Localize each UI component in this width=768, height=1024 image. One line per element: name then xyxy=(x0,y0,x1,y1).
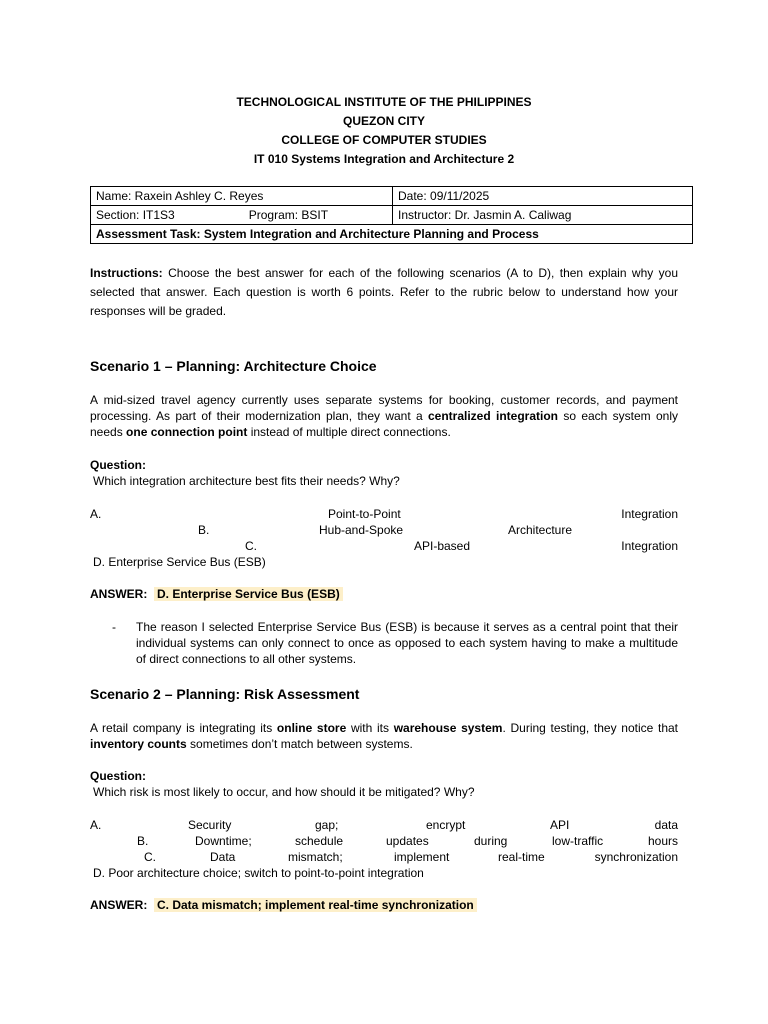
institute-name: TECHNOLOGICAL INSTITUTE OF THE PHILIPPINES xyxy=(236,95,532,109)
scenario1-option-c xyxy=(90,538,678,554)
instructor: Instructor: Dr. Jasmin A. Caliwag xyxy=(393,206,693,225)
scenario2-answer xyxy=(90,897,678,913)
option-word: real-time xyxy=(498,850,545,864)
document-header xyxy=(0,93,768,169)
scenario1-answer xyxy=(90,586,678,602)
scenario1-text-1: A mid-sized travel agency currently uses separate systems for booking, customer records, and payment processing. As part of their modernization plan, they want a xyxy=(90,393,678,423)
option-word: encrypt xyxy=(426,818,466,832)
instructions xyxy=(90,264,678,321)
scenario2-text-3: . During testing, they notice that xyxy=(502,721,679,735)
scenario1-option-b xyxy=(90,522,678,538)
instructions-text: Choose the best answer for each of the following scenarios (A to D), then explain why you selected that answer. Each question is worth 6 points. Refer to the rubric below to understand how your responses will be graded. xyxy=(90,266,678,318)
option-word: hours xyxy=(647,834,678,848)
answer-highlight: C. Data mismatch; implement real-time synchronization xyxy=(154,898,477,912)
option-word: Architecture xyxy=(508,523,573,537)
option-word: Security xyxy=(188,818,232,832)
option-letter: C. xyxy=(144,850,156,864)
answer-label: ANSWER: xyxy=(90,587,148,601)
scenario2-question-label: Question: xyxy=(90,769,146,783)
scenario2-option-b xyxy=(90,833,678,849)
scenario2-question: Which risk is most likely to occur, and how should it be mitigated? Why? xyxy=(93,785,475,799)
option-word: API-based xyxy=(414,539,471,553)
option-word: gap; xyxy=(315,818,339,832)
submission-date: Date: 09/11/2025 xyxy=(393,187,693,206)
scenario2-option-c xyxy=(90,849,678,865)
scenario2-text-1: A retail company is integrating its xyxy=(90,721,277,735)
scenario2-bold-2: warehouse system xyxy=(393,721,503,735)
scenario2-option-d: D. Poor architecture choice; switch to point-to-point integration xyxy=(93,866,424,880)
scenario2-text-4: sometimes don’t match between systems. xyxy=(186,737,413,751)
scenario1-bold-1: centralized integration xyxy=(428,409,559,423)
option-word: updates xyxy=(386,834,429,848)
option-word: Point-to-Point xyxy=(328,507,401,521)
option-letter: A. xyxy=(90,507,102,521)
scenario1-text-2: so each system only needs xyxy=(90,409,678,439)
scenario1-question-label: Question: xyxy=(90,458,146,472)
scenario2-text-2: with its xyxy=(346,721,394,735)
option-letter: B. xyxy=(198,523,210,537)
program: Program: BSIT xyxy=(248,208,329,222)
student-name: Name: Raxein Ashley C. Reyes xyxy=(91,187,393,206)
option-letter: B. xyxy=(137,834,149,848)
option-word: synchronization xyxy=(594,850,678,864)
option-word: implement xyxy=(394,850,450,864)
option-letter: C. xyxy=(245,539,257,553)
option-word: data xyxy=(654,818,678,832)
section-program-cell xyxy=(91,206,393,225)
instructions-label: Instructions: xyxy=(90,266,163,280)
answer-label: ANSWER: xyxy=(90,898,148,912)
college-name: COLLEGE OF COMPUTER STUDIES xyxy=(281,133,487,147)
scenario1-description xyxy=(90,392,678,440)
option-word: during xyxy=(474,834,508,848)
section: Section: IT1S3 xyxy=(96,208,175,222)
bullet-dash: - xyxy=(112,620,116,634)
option-word: low-traffic xyxy=(552,834,604,848)
option-word: API xyxy=(550,818,570,832)
scenario1-question: Which integration architecture best fits their needs? Why? xyxy=(93,474,400,488)
option-word: mismatch; xyxy=(288,850,343,864)
scenario1-bold-2: one connection point xyxy=(126,425,248,439)
answer-highlight: D. Enterprise Service Bus (ESB) xyxy=(154,587,343,601)
scenario2-bold-1: online store xyxy=(276,721,347,735)
option-word: Data xyxy=(210,850,236,864)
option-word: schedule xyxy=(295,834,344,848)
option-letter: A. xyxy=(90,818,102,832)
scenario1-title: Scenario 1 – Planning: Architecture Choice xyxy=(90,358,377,374)
scenario1-explanation: The reason I selected Enterprise Service Bus (ESB) is because it serves as a central point that their individual systems can only connect to once as opposed to each system having to make a multitude of direct connections to all other systems. xyxy=(136,620,678,666)
option-word: Integration xyxy=(621,507,678,521)
scenario1-option-a xyxy=(90,506,678,522)
scenario2-option-a xyxy=(90,817,678,833)
scenario2-bold-3: inventory counts xyxy=(90,737,187,751)
assessment-task: Assessment Task: System Integration and Architecture Planning and Process xyxy=(91,225,693,244)
option-word: Integration xyxy=(621,539,678,553)
city: QUEZON CITY xyxy=(342,114,425,128)
option-word: Downtime; xyxy=(195,834,252,848)
option-word: Hub-and-Spoke xyxy=(319,523,404,537)
scenario2-title: Scenario 2 – Planning: Risk Assessment xyxy=(90,686,360,702)
scenario1-option-d: D. Enterprise Service Bus (ESB) xyxy=(93,555,266,569)
scenario2-description xyxy=(90,720,678,752)
course-title: IT 010 Systems Integration and Architecture 2 xyxy=(253,152,515,166)
scenario1-text-3: instead of multiple direct connections. xyxy=(247,425,451,439)
student-info-table xyxy=(90,186,693,244)
